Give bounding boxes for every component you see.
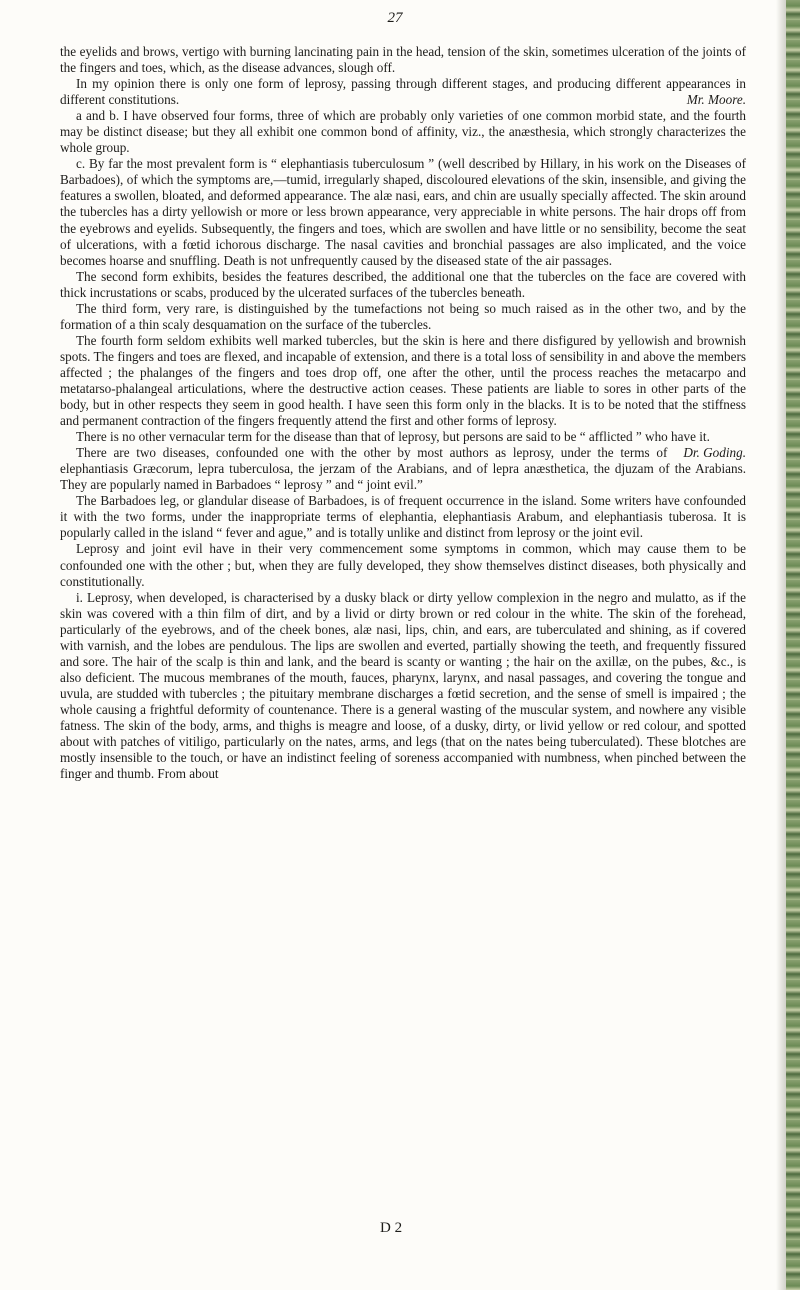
binding-edge — [786, 0, 800, 1290]
paragraph: The third form, very rare, is distinguished by the tumefactions not being so much raised as in the other two, and by the formation of a thin scaly desquamation on the surface of the tubercles. — [60, 300, 746, 332]
paragraph: a and b. I have observed four forms, three of which are probably only varieties of one common morbid state, and the fourth may be distinct disease; but they all exhibit one common bond of affinity, viz., the anæsthesia, which strongly characterizes the whole group. — [60, 108, 746, 156]
signature-mark: D 2 — [380, 1220, 403, 1236]
paragraph: Leprosy and joint evil have in their very commencement some symptoms in common, which may cause them to be confounded one with the other ; but, when they are fully developed, they show themselves distinct diseases, both physically and constitutionally. — [60, 541, 746, 589]
signature: Dr. Goding. — [683, 445, 746, 461]
paragraph: The Barbadoes leg, or glandular disease of Barbadoes, is of frequent occurrence in the island. Some writers have confounded it with the two forms, under the inappropriate terms of elephantia, elephantiasis Arabum, and elephantiasis tuberosa. It is popularly called in the island “ fever and ague,” and is totally unlike and distinct from leprosy or the joint evil. — [60, 493, 746, 541]
paragraph — [60, 76, 746, 108]
page-number: 27 — [387, 10, 403, 26]
paragraph-text: In my opinion there is only one form of leprosy, passing through different stages, and producing different appearances in different constitutions. — [60, 76, 746, 108]
paragraph: There are two diseases, confounded one with the other by most authors as leprosy, under the terms of elephantiasis Græcorum, lepra tuberculosa, the jerzam of the Arabians, and of lepra anæsthetica, the djuzam of the Arabians. They are popularly named in Barbadoes “ leprosy ” and “ joint evil.” — [60, 445, 746, 493]
signature: Mr. Moore. — [686, 92, 746, 108]
paragraph: The second form exhibits, besides the features described, the additional one that the tubercles on the face are covered with thick incrustations or scabs, produced by the ulcerated surfaces of the tubercles beneath. — [60, 268, 746, 300]
paragraph-text: There is no other vernacular term for the disease than that of leprosy, but persons are said to be “ afflicted ” who have it. — [76, 429, 710, 445]
paragraph: i. Leprosy, when developed, is characterised by a dusky black or dirty yellow complexion in the negro and mulatto, as if the skin was covered with a thin film of dirt, and by a livid or dirty brown or red colour in the white. The skin of the forehead, particularly of the eyebrows, and of the cheek bones, alæ nasi, lips, chin, and ears, are tuberculated and shining, as if covered with varnish, and the lobes are pendulous. The lips are swollen and everted, partially showing the teeth, and frequently fissured and sore. The hair of the scalp is thin and lank, and the beard is scanty or wanting ; the hair on the axillæ, on the pubes, &c., is also deficient. The mucous membranes of the mouth, fauces, pharynx, larynx, and nasal passages, and covering the tongue and uvula, are studded with tubercles ; the pituitary membrane discharges a fœtid secretion, and the sense of smell is impaired ; the whole causing a frightful deformity of countenance. There is a general wasting of the muscular system, and nowhere any visible fatness. The skin of the body, arms, and thighs is meagre and loose, of a dusky, dirty, or livid yellow or red colour, and spotted about with patches of vitiligo, particularly on the nates, arms, and legs (that on the nates being tuberculated). These blotches are mostly insensible to the touch, or have an indistinct feeling of soreness accompanied with numbness, when pinched between the finger and thumb. From about — [60, 589, 746, 782]
binding-shadow — [776, 0, 786, 1290]
body-text — [60, 44, 746, 782]
paragraph: c. By far the most prevalent form is “ elephantiasis tuberculosum ” (well described by Hillary, in his work on the Diseases of Barbadoes), of which the symptoms are,—tumid, irregularly shaped, discoloured elevations of the skin, insensible, and giving the features a swollen, bloated, and deformed appearance. The alæ nasi, ears, and chin are usually specially affected. The skin around the tubercles has a dirty yellowish or more or less brown appearance, very appreciable in white persons. The hair drops off from the eyebrows and eyelids. Subsequently, the fingers and toes, which are swollen and have little or no sensibility, become the seat of ulcerations, with a fœtid ichorous discharge. The nasal cavities and bronchial passages are also implicated, and the voice becomes hoarse and snuffling. Death is not unfrequently caused by the diseased state of the air passages. — [60, 156, 746, 268]
paragraph: the eyelids and brows, vertigo with burning lancinating pain in the head, tension of the skin, sometimes ulceration of the joints of the fingers and toes, which, as the disease advances, slough off. — [60, 44, 746, 76]
paragraph: The fourth form seldom exhibits well marked tubercles, but the skin is here and there disfigured by yellowish and brownish spots. The fingers and toes are flexed, and incapable of extension, and there is a total loss of sensibility in and above the members affected ; the phalanges of the fingers and toes drop off, one after the other, until the process reaches the metacarpo and metatarso-phalangeal articulations, where the destructive action ceases. These patients are liable to sores in other parts of the body, but in other respects they seem in good health. I have seen this form only in the blacks. It is to be noted that the stiffness and permanent contraction of the fingers frequently attend the first and other forms of leprosy. — [60, 332, 746, 429]
paragraph — [60, 429, 746, 461]
